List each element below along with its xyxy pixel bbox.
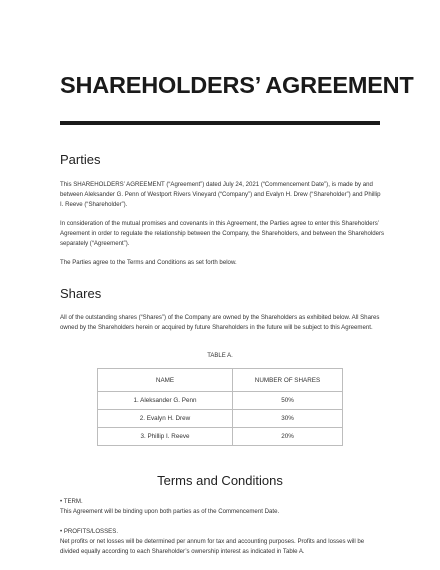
shares-table xyxy=(97,368,343,446)
section-heading-parties: Parties xyxy=(60,152,101,167)
table-header-shares: NUMBER OF SHARES xyxy=(233,369,343,392)
table-header-row xyxy=(98,369,343,392)
parties-paragraph-3: The Parties agree to the Terms and Conditions as set forth below. xyxy=(60,259,237,266)
shareholder-name: 3. Phillip I. Reeve xyxy=(98,428,233,446)
table-row xyxy=(98,392,343,410)
table-header-name: NAME xyxy=(98,369,233,392)
shares-paragraph: All of the outstanding shares (“Shares”) of the Company are owned by the Shareholders as exhibited below. All Shares owned by the Shareholders herein or acquired by future Shareholders in the future will be subject to this Agreement. xyxy=(60,314,380,332)
shareholder-name: 1. Aleksander G. Penn xyxy=(98,392,233,410)
profits-label: • PROFITS/LOSSES. xyxy=(60,528,119,535)
term-text: This Agreement will be binding upon both parties as of the Commencement Date. xyxy=(60,508,280,515)
section-heading-terms: Terms and Conditions xyxy=(157,473,283,488)
profits-text: Net profits or net losses will be determined per annum for tax and accounting purposes. Profits and losses will be divided equally according to each Shareholder’s ownership interest as indicated in Table A. xyxy=(60,538,365,556)
table-row xyxy=(98,410,343,428)
share-percentage: 20% xyxy=(233,428,343,446)
parties-paragraph-1: This SHAREHOLDERS’ AGREEMENT (“Agreement”) dated July 24, 2021 (“Commencement Date”), is made by and between Aleksander G. Penn of Westport Rivers Vineyard (“Company”) and Evalyn H. Drew (“Shareholder”) and Phillip I. Reeve (“Shareholder”). xyxy=(60,181,381,209)
table-row xyxy=(98,428,343,446)
title-divider xyxy=(60,121,380,125)
share-percentage: 30% xyxy=(233,410,343,428)
shareholder-name: 2. Evalyn H. Drew xyxy=(98,410,233,428)
table-caption: TABLE A. xyxy=(207,353,233,359)
share-percentage: 50% xyxy=(233,392,343,410)
term-label: • TERM. xyxy=(60,498,83,505)
section-heading-shares: Shares xyxy=(60,286,102,301)
document-title: SHAREHOLDERS’ AGREEMENT xyxy=(60,72,414,98)
parties-paragraph-2: In consideration of the mutual promises and covenants in this Agreement, the Parties agree to enter this Shareholders’ Agreement in order to regulate the relationship between the Company, the Shareholders, and between the Shareholders separately (“Agreement”). xyxy=(60,220,385,248)
